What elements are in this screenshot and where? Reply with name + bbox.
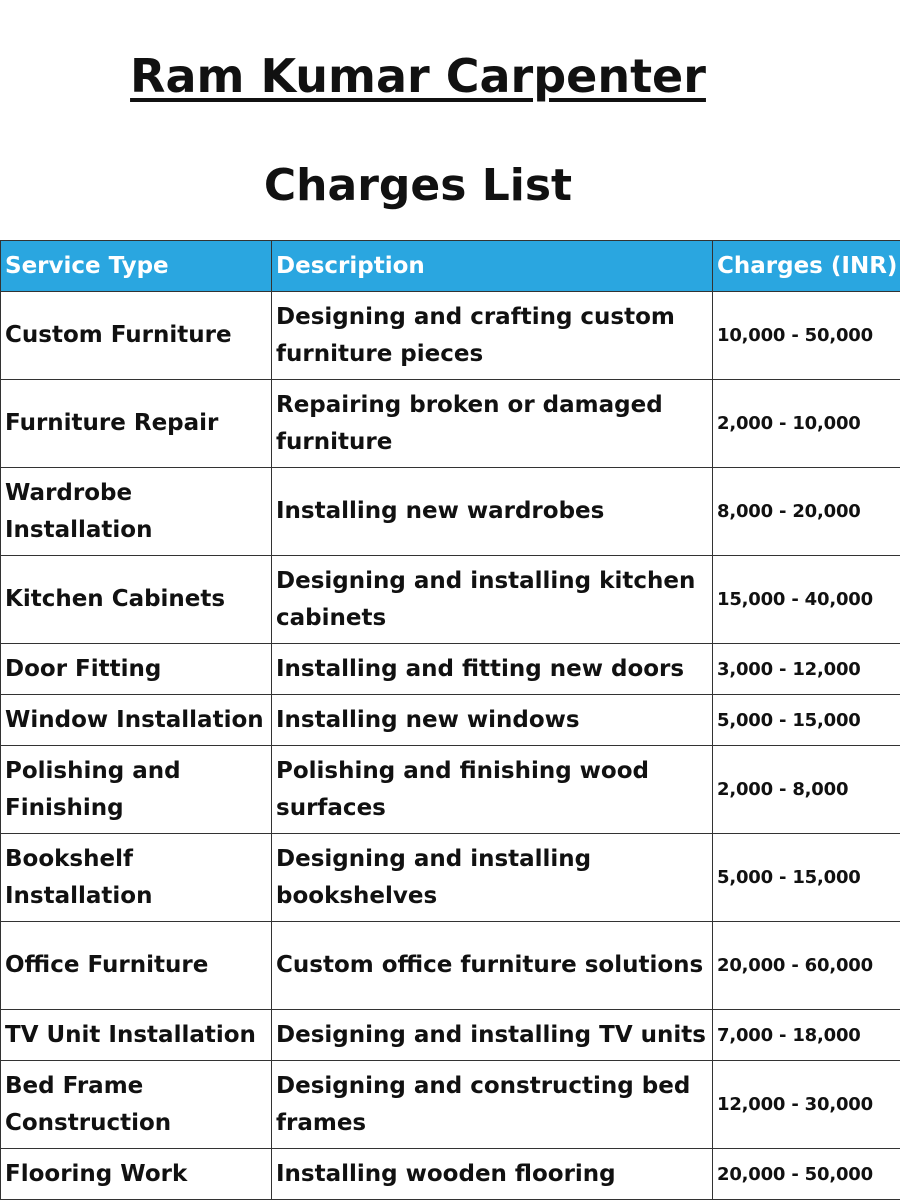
service-type-cell: Office Furniture xyxy=(1,922,272,1010)
service-type-cell: Polishing and Finishing xyxy=(1,746,272,834)
description-cell: Installing new windows xyxy=(272,695,713,746)
charges-list-heading: Charges List xyxy=(263,160,573,211)
table-row xyxy=(1,644,900,695)
table-row xyxy=(1,834,900,922)
service-type-cell: Door Fitting xyxy=(1,644,272,695)
service-type-cell: Flooring Work xyxy=(1,1149,272,1200)
column-header-description: Description xyxy=(272,241,713,292)
charges-cell: 2,000 - 8,000 xyxy=(713,746,900,834)
charges-cell: 3,000 - 12,000 xyxy=(713,644,900,695)
table-row xyxy=(1,556,900,644)
table-row xyxy=(1,292,900,380)
service-type-cell: Custom Furniture xyxy=(1,292,272,380)
column-header-service-type: Service Type xyxy=(1,241,272,292)
business-name-title: Ram Kumar Carpenter xyxy=(130,49,706,103)
service-type-cell: Furniture Repair xyxy=(1,380,272,468)
description-cell: Designing and constructing bed frames xyxy=(272,1061,713,1149)
description-cell: Installing wooden flooring xyxy=(272,1149,713,1200)
column-header-charges: Charges (INR) xyxy=(713,241,900,292)
table-row xyxy=(1,1149,900,1200)
description-cell: Designing and installing kitchen cabinets xyxy=(272,556,713,644)
table-row xyxy=(1,380,900,468)
description-cell: Polishing and finishing wood surfaces xyxy=(272,746,713,834)
service-type-cell: Bed Frame Construction xyxy=(1,1061,272,1149)
charges-cell: 10,000 - 50,000 xyxy=(713,292,900,380)
charges-cell: 5,000 - 15,000 xyxy=(713,695,900,746)
description-cell: Designing and crafting custom furniture pieces xyxy=(272,292,713,380)
description-cell: Designing and installing TV units xyxy=(272,1010,713,1061)
description-cell: Installing and fitting new doors xyxy=(272,644,713,695)
table-row xyxy=(1,695,900,746)
charges-cell: 20,000 - 60,000 xyxy=(713,922,900,1010)
charges-cell: 2,000 - 10,000 xyxy=(713,380,900,468)
service-type-cell: Kitchen Cabinets xyxy=(1,556,272,644)
charges-cell: 5,000 - 15,000 xyxy=(713,834,900,922)
charges-cell: 7,000 - 18,000 xyxy=(713,1010,900,1061)
service-type-cell: Bookshelf Installation xyxy=(1,834,272,922)
service-type-cell: TV Unit Installation xyxy=(1,1010,272,1061)
charges-cell: 15,000 - 40,000 xyxy=(713,556,900,644)
charges-cell: 12,000 - 30,000 xyxy=(713,1061,900,1149)
charges-cell: 8,000 - 20,000 xyxy=(713,468,900,556)
table-row xyxy=(1,1010,900,1061)
table-row xyxy=(1,922,900,1010)
service-type-cell: Window Installation xyxy=(1,695,272,746)
table-header-row xyxy=(1,241,900,292)
table-row xyxy=(1,468,900,556)
table-row xyxy=(1,746,900,834)
description-cell: Repairing broken or damaged furniture xyxy=(272,380,713,468)
service-type-cell: Wardrobe Installation xyxy=(1,468,272,556)
description-cell: Designing and installing bookshelves xyxy=(272,834,713,922)
description-cell: Installing new wardrobes xyxy=(272,468,713,556)
charges-cell: 20,000 - 50,000 xyxy=(713,1149,900,1200)
description-cell: Custom office furniture solutions xyxy=(272,922,713,1010)
table-row xyxy=(1,1061,900,1149)
charges-table xyxy=(0,240,900,1200)
